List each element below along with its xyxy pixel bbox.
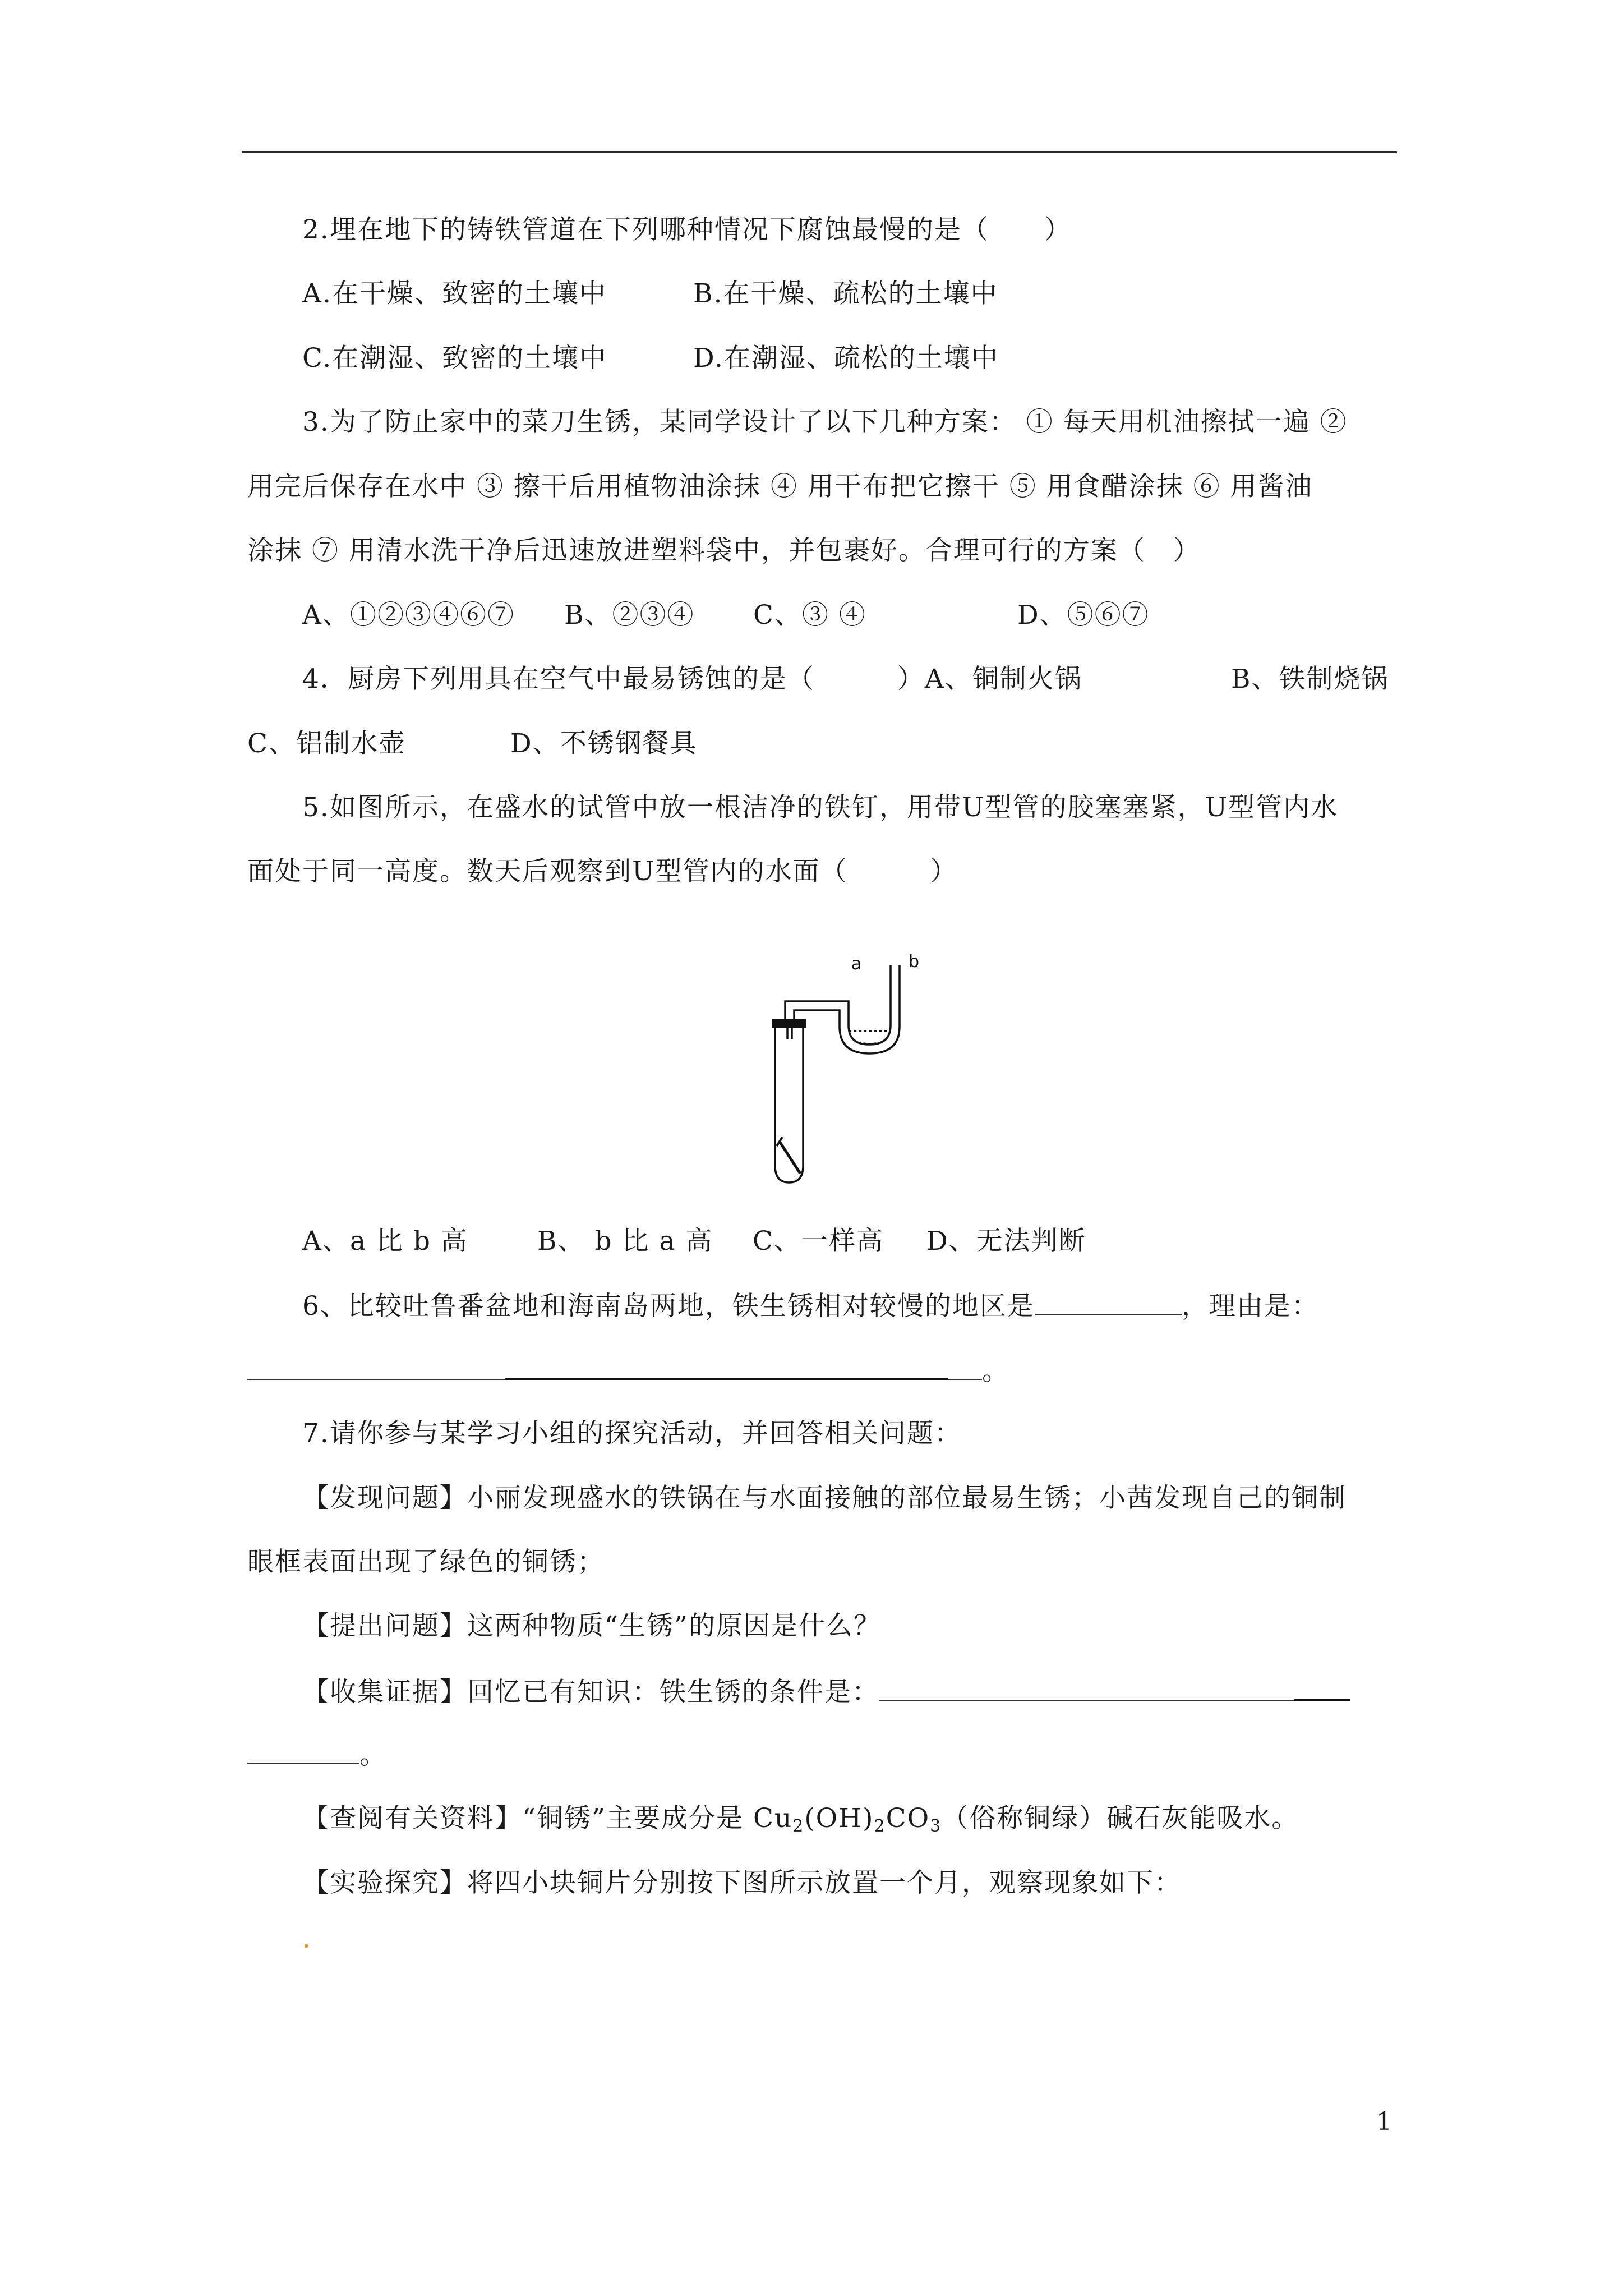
q7-intro: 7.请你参与某学习小组的探究活动，并回答相关问题： [302,1418,962,1449]
q6-period: 。 [982,1356,1009,1387]
u-tube-apparatus-figure [763,948,931,1184]
q7-exp-text: 将四小块铜片分别按下图所示放置一个月，观察现象如下： [467,1867,1182,1898]
q5-line-2: 面处于同一高度。数天后观察到U型管内的水面（ ） [247,856,958,887]
q3-option-c: C、③ ④ [753,600,866,631]
q2-option-b: B.在干燥、疏松的土壤中 [693,278,998,309]
q7-found-line [302,1481,1347,1515]
q3-option-a: A、①②③④⑥⑦ [302,600,515,631]
q5-option-b: B、 b 比 a 高 [537,1226,713,1257]
q6-reason-blank-3[interactable] [948,1354,982,1380]
q2-option-d: D.在潮湿、疏松的土壤中 [693,343,999,374]
q7-ref-line [302,1802,1299,1835]
q7-ref-text-1: “铜锈”主要成分是 Cu [522,1803,793,1834]
q4-option-b: B、铁制烧锅 [1231,664,1389,694]
q7-found-text: 小丽发现盛水的铁锅在与水面接触的部位最易生锈；小茜发现自己的铜制 [467,1483,1347,1513]
q3-line-3: 涂抹 ⑦ 用清水洗干净后迅速放进塑料袋中，并包裹好。合理可行的方案（ ） [247,535,1201,566]
q5-option-c: C、一样高 [753,1226,884,1257]
q4-option-d: D、不锈钢餐具 [510,728,698,759]
delivery-tube [785,965,891,1045]
q6-reason-blank-2[interactable] [505,1353,948,1380]
q7-ref-sub-1: 2 [792,1816,805,1836]
q6-line-2 [247,1353,1009,1388]
q7-collect-blank-3[interactable] [247,1738,359,1764]
q7-ask-tag: 【提出问题】 [302,1611,467,1641]
q7-found-line-2: 眼框表面出现了绿色的铜锈； [247,1547,605,1577]
q7-ref-sub-2: 2 [874,1816,886,1836]
q3-option-b: B、②③④ [564,600,695,631]
q7-found-tag: 【发现问题】 [302,1483,467,1513]
header-rule [242,151,1397,153]
q7-ref-text-3: CO [886,1803,930,1834]
q5-option-a: A、a 比 b 高 [302,1226,468,1257]
q7-collect-blank-2[interactable] [1294,1674,1350,1701]
rubber-stopper [772,1019,806,1028]
q7-exp-tag: 【实验探究】 [302,1867,467,1898]
q7-collect-tag: 【收集证据】 [302,1677,467,1708]
q7-collect-line [302,1674,1350,1709]
q7-ref-text-2: (OH) [804,1803,874,1834]
q3-line-1: 3.为了防止家中的菜刀生锈，某同学设计了以下几种方案： ① 每天用机油擦拭一遍 ② [302,407,1348,438]
q6-reason-blank-1[interactable] [247,1354,505,1380]
q2-stem: 2.埋在地下的铸铁管道在下列哪种情况下腐蚀最慢的是（ ） [302,214,1072,245]
q7-collect-blank-1[interactable] [879,1675,1294,1701]
q6-reason-label: ，理由是： [1181,1291,1319,1322]
q7-collect-text: 回忆已有知识：铁生锈的条件是： [467,1677,879,1708]
q2-option-c: C.在潮湿、致密的土壤中 [302,343,607,374]
q7-ref-tag: 【查阅有关资料】 [302,1803,522,1834]
q7-ref-sub-3: 3 [930,1816,942,1836]
stray-mark [305,1944,308,1948]
q3-option-d: D、⑤⑥⑦ [1017,600,1150,631]
q6-region-blank[interactable] [1035,1289,1182,1315]
q2-option-a: A.在干燥、致密的土壤中 [302,278,607,309]
q4-line-1: 4．厨房下列用具在空气中最易锈蚀的是（ ）A、铜制火锅 [302,664,1082,694]
q6-line-1 [302,1289,1319,1323]
label-b: b [909,952,920,972]
label-a: a [851,954,862,974]
q7-ask-text: 这两种物质“生锈”的原因是什么？ [467,1611,882,1641]
stopper-inner-tube [787,1027,792,1039]
q6-prompt: 6、比较吐鲁番盆地和海南岛两地，铁生锈相对较慢的地区是 [302,1291,1035,1322]
q7-ref-text-4: （俗称铜绿）碱石灰能吸水。 [942,1803,1299,1834]
q4-option-c: C、铝制水壶 [247,728,406,759]
q7-ask-line [302,1609,881,1643]
page-number: 1 [1376,2108,1392,2136]
q5-option-d: D、无法判断 [926,1226,1086,1257]
q7-collect-period: 。 [359,1740,387,1770]
iron-nail [780,1142,800,1174]
q7-exp-line [302,1866,1182,1900]
test-tube [775,1028,803,1182]
q7-collect-line-2 [247,1738,387,1772]
q5-line-1: 5.如图所示，在盛水的试管中放一根洁净的铁钉，用带U型管的胶塞塞紧，U型管内水 [302,792,1339,823]
q3-line-2: 用完后保存在水中 ③ 擦干后用植物油涂抹 ④ 用干布把它擦干 ⑤ 用食醋涂抹 ⑥ 用酱油 [247,471,1313,502]
